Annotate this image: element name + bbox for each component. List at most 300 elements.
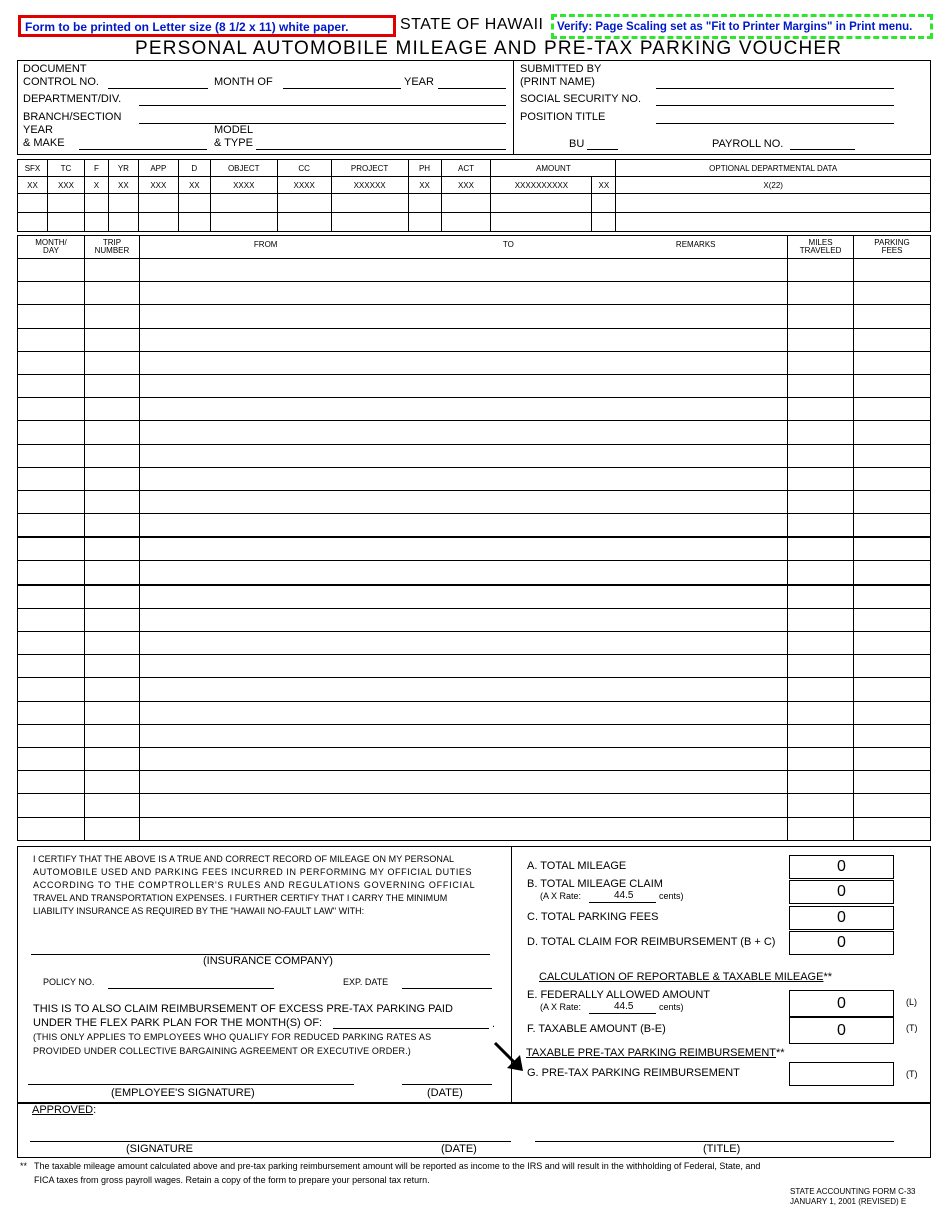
month-day-cell[interactable] <box>18 537 85 561</box>
parking-fees-cell[interactable] <box>854 305 931 328</box>
taxable-amount-code: (T) <box>906 1023 918 1033</box>
month-day-cell[interactable] <box>18 724 85 747</box>
coding-cell[interactable] <box>491 194 592 213</box>
rate-value-b: 44.5 <box>614 890 634 901</box>
rate-value-e: 44.5 <box>614 1001 634 1012</box>
policy-no-field[interactable] <box>108 988 274 989</box>
parking-fees-cell[interactable] <box>854 608 931 631</box>
trip-number-cell[interactable] <box>84 678 139 701</box>
trip-number-cell[interactable] <box>84 514 139 538</box>
travel-log-row[interactable] <box>18 398 931 421</box>
travel-log-row[interactable] <box>18 701 931 724</box>
parking-fees-cell[interactable] <box>854 585 931 609</box>
coding-cell[interactable] <box>331 194 408 213</box>
travel-log-row[interactable] <box>18 655 931 678</box>
total-mileage-claim-value[interactable]: 0 <box>789 880 894 904</box>
coding-cell[interactable] <box>108 194 138 213</box>
trip-number-cell[interactable] <box>84 817 139 840</box>
from-to-remarks-cell[interactable] <box>139 817 787 840</box>
model-label: MODEL <box>214 124 254 136</box>
travel-log-row[interactable] <box>18 794 931 817</box>
travel-log-row[interactable] <box>18 305 931 328</box>
coding-format-cell: XX <box>108 177 138 194</box>
from-to-remarks-cell[interactable] <box>139 771 787 794</box>
parking-fees-cell[interactable] <box>854 724 931 747</box>
trip-number-cell[interactable] <box>84 724 139 747</box>
footnote-line-2: FICA taxes from gross payroll wages. Retain a copy of the form to prepare your personal tax return. <box>34 1175 430 1185</box>
month-day-cell[interactable] <box>18 490 85 513</box>
miles-cell[interactable] <box>788 561 854 585</box>
month-of-label: MONTH OF <box>214 76 273 88</box>
exp-date-field[interactable] <box>402 988 492 989</box>
vehicle-make-label: & MAKE <box>23 137 65 149</box>
miles-cell[interactable] <box>788 421 854 444</box>
coding-header-cell: SFX <box>18 160 48 177</box>
travel-log-row[interactable] <box>18 467 931 490</box>
position-title-field[interactable] <box>656 123 894 124</box>
from-to-remarks-cell[interactable] <box>139 467 787 490</box>
bottom-section-top <box>17 846 931 847</box>
parking-fees-cell[interactable] <box>854 351 931 374</box>
coding-entry-row[interactable] <box>18 194 931 213</box>
parking-fees-cell[interactable] <box>854 444 931 467</box>
parking-fees-cell[interactable] <box>854 467 931 490</box>
miles-cell[interactable] <box>788 794 854 817</box>
department-field[interactable] <box>139 105 506 106</box>
coding-format-cell: XXX <box>138 177 178 194</box>
travel-log-row[interactable] <box>18 514 931 538</box>
month-day-cell[interactable] <box>18 585 85 609</box>
rate-prefix-e: (A X Rate: <box>540 1002 582 1012</box>
model-type-field[interactable] <box>256 149 506 150</box>
coding-cell[interactable] <box>108 213 138 232</box>
travel-log-row[interactable] <box>18 585 931 609</box>
coding-cell[interactable] <box>47 194 84 213</box>
ssn-field[interactable] <box>656 105 894 106</box>
month-day-cell[interactable] <box>18 561 85 585</box>
trip-number-cell[interactable] <box>84 282 139 305</box>
month-day-cell[interactable] <box>18 632 85 655</box>
miles-cell[interactable] <box>788 655 854 678</box>
rate-suffix-e: cents) <box>659 1002 684 1012</box>
trip-number-cell[interactable] <box>84 655 139 678</box>
miles-cell[interactable] <box>788 747 854 770</box>
parking-fees-cell[interactable] <box>854 794 931 817</box>
approved-label: APPROVED: <box>32 1104 97 1116</box>
rate-suffix-b: cents) <box>659 891 684 901</box>
miles-cell[interactable] <box>788 608 854 631</box>
bottom-section-right <box>930 846 931 1158</box>
from-to-remarks-cell[interactable] <box>139 444 787 467</box>
approval-title-field[interactable] <box>535 1141 894 1142</box>
miles-cell[interactable] <box>788 537 854 561</box>
parking-fees-cell[interactable] <box>854 678 931 701</box>
parking-fees-cell[interactable] <box>854 771 931 794</box>
year-label: YEAR <box>404 76 434 88</box>
trip-number-cell[interactable] <box>84 490 139 513</box>
total-parking-fees-label: C. TOTAL PARKING FEES <box>527 911 659 923</box>
from-to-remarks-cell[interactable] <box>139 678 787 701</box>
miles-cell[interactable] <box>788 632 854 655</box>
bu-field[interactable] <box>587 149 618 150</box>
miles-cell[interactable] <box>788 259 854 282</box>
footnote-stars: ** <box>20 1161 28 1171</box>
from-to-remarks-cell[interactable] <box>139 794 787 817</box>
month-day-cell[interactable] <box>18 444 85 467</box>
coding-header-cell: OBJECT <box>210 160 277 177</box>
from-to-remarks-cell[interactable] <box>139 514 787 538</box>
approval-title-label: (TITLE) <box>703 1143 741 1155</box>
parking-fees-cell[interactable] <box>854 747 931 770</box>
flex-period: . <box>492 1018 496 1030</box>
from-to-remarks-cell[interactable] <box>139 328 787 351</box>
control-no-field[interactable] <box>108 88 208 89</box>
control-no-label: CONTROL NO. <box>23 76 99 88</box>
form-title: PERSONAL AUTOMOBILE MILEAGE AND PRE-TAX PARKING VOUCHER <box>135 38 843 59</box>
miles-cell[interactable] <box>788 351 854 374</box>
coding-cell[interactable] <box>277 194 331 213</box>
trip-number-header: TRIP NUMBER <box>84 236 139 259</box>
bu-label: BU <box>569 138 585 150</box>
coding-cell[interactable] <box>277 213 331 232</box>
coding-cell[interactable] <box>178 213 210 232</box>
coding-format-cell: X(22) <box>616 177 931 194</box>
coding-cell[interactable] <box>138 194 178 213</box>
state-heading: STATE OF HAWAII <box>400 16 544 33</box>
coding-cell[interactable] <box>84 194 108 213</box>
employee-date-label: (DATE) <box>427 1087 463 1099</box>
miles-cell[interactable] <box>788 305 854 328</box>
miles-cell[interactable] <box>788 328 854 351</box>
coding-cell[interactable] <box>47 213 84 232</box>
total-mileage-value[interactable]: 0 <box>789 855 894 879</box>
month-day-cell[interactable] <box>18 421 85 444</box>
coding-header-cell: F <box>84 160 108 177</box>
month-day-cell[interactable] <box>18 305 85 328</box>
policy-no-label: POLICY NO. <box>43 977 95 987</box>
coding-cell[interactable] <box>210 213 277 232</box>
month-day-cell[interactable] <box>18 398 85 421</box>
miles-cell[interactable] <box>788 585 854 609</box>
from-to-remarks-cell[interactable] <box>139 747 787 770</box>
total-mileage-claim-label: B. TOTAL MILEAGE CLAIM <box>527 878 663 890</box>
from-to-remarks-cell[interactable] <box>139 305 787 328</box>
trip-number-cell[interactable] <box>84 747 139 770</box>
travel-log-row[interactable] <box>18 561 931 585</box>
travel-log-row[interactable] <box>18 444 931 467</box>
footnote-line-1: The taxable mileage amount calculated above and pre-tax parking reimbursement amount will be reported as income to the IRS and will result in the withholding of Federal, State, and <box>34 1161 761 1171</box>
coding-header-cell: PH <box>408 160 441 177</box>
coding-header-cell: CC <box>277 160 331 177</box>
pre-tax-parking-value[interactable] <box>789 1062 894 1086</box>
year-field[interactable] <box>438 88 506 89</box>
coding-format-cell: XX <box>408 177 441 194</box>
trip-number-cell[interactable] <box>84 701 139 724</box>
type-label: & TYPE <box>214 137 253 149</box>
insurance-company-label: (INSURANCE COMPANY) <box>203 955 333 967</box>
month-day-cell[interactable] <box>18 374 85 397</box>
coding-format-cell: XX <box>18 177 48 194</box>
coding-cell[interactable] <box>18 194 48 213</box>
month-day-cell[interactable] <box>18 608 85 631</box>
certification-line-3: ACCORDING TO THE COMPTROLLER'S RULES AND REGULATIONS GOVERNING OFFICIAL <box>33 880 476 890</box>
vehicle-year-label: YEAR <box>23 124 53 136</box>
from-to-remarks-cell[interactable] <box>139 585 787 609</box>
month-day-cell[interactable] <box>18 747 85 770</box>
trip-number-cell[interactable] <box>84 398 139 421</box>
coding-entry-row[interactable] <box>18 213 931 232</box>
total-claim-label: D. TOTAL CLAIM FOR REIMBURSEMENT (B + C) <box>527 936 776 948</box>
travel-log-row[interactable] <box>18 747 931 770</box>
travel-log-row[interactable] <box>18 421 931 444</box>
parking-fees-cell[interactable] <box>854 490 931 513</box>
coding-format-cell: XXXXXX <box>331 177 408 194</box>
info-divider <box>513 60 514 155</box>
trip-number-cell[interactable] <box>84 608 139 631</box>
month-day-cell[interactable] <box>18 771 85 794</box>
miles-cell[interactable] <box>788 678 854 701</box>
certification-line-1: I CERTIFY THAT THE ABOVE IS A TRUE AND CORRECT RECORD OF MILEAGE ON MY PERSONAL <box>33 854 455 864</box>
parking-fees-cell[interactable] <box>854 817 931 840</box>
travel-log-row[interactable] <box>18 632 931 655</box>
flex-months-field[interactable] <box>333 1028 489 1029</box>
parking-fees-cell[interactable] <box>854 701 931 724</box>
month-day-cell[interactable] <box>18 678 85 701</box>
coding-header-cell: D <box>178 160 210 177</box>
total-mileage-label: A. TOTAL MILEAGE <box>527 860 627 872</box>
coding-cell[interactable] <box>18 213 48 232</box>
employee-signature-field[interactable] <box>28 1084 354 1085</box>
coding-cell[interactable] <box>138 213 178 232</box>
federally-allowed-label: E. FEDERALLY ALLOWED AMOUNT <box>527 989 710 1001</box>
taxable-amount-value[interactable]: 0 <box>789 1017 894 1044</box>
from-to-remarks-cell[interactable] <box>139 655 787 678</box>
coding-cell[interactable] <box>441 194 491 213</box>
total-claim-value[interactable]: 0 <box>789 931 894 955</box>
trip-number-cell[interactable] <box>84 444 139 467</box>
rate-underline-e <box>589 1013 656 1014</box>
parking-fees-cell[interactable] <box>854 328 931 351</box>
trip-number-cell[interactable] <box>84 421 139 444</box>
bottom-section-left <box>17 846 18 1158</box>
pre-tax-parking-code: (T) <box>906 1069 918 1079</box>
parking-fees-cell[interactable] <box>854 537 931 561</box>
branch-field[interactable] <box>139 123 506 124</box>
exp-date-label: EXP. DATE <box>343 977 389 987</box>
approval-top-line <box>17 1102 931 1104</box>
arrow-icon <box>493 1041 527 1075</box>
from-to-remarks-cell[interactable] <box>139 374 787 397</box>
trip-number-cell[interactable] <box>84 585 139 609</box>
payroll-no-field[interactable] <box>790 149 855 150</box>
print-name-field[interactable] <box>656 88 894 89</box>
trip-number-cell[interactable] <box>84 374 139 397</box>
coding-cell[interactable] <box>616 213 931 232</box>
month-day-cell[interactable] <box>18 794 85 817</box>
coding-header-cell: PROJECT <box>331 160 408 177</box>
federally-allowed-code: (L) <box>906 997 917 1007</box>
month-day-cell[interactable] <box>18 328 85 351</box>
federally-allowed-value[interactable]: 0 <box>789 990 894 1017</box>
to-header: TO <box>502 240 514 249</box>
approval-signature-field[interactable] <box>30 1141 511 1142</box>
coding-cell[interactable] <box>491 213 592 232</box>
travel-log-table <box>17 235 931 841</box>
from-to-remarks-cell[interactable] <box>139 490 787 513</box>
from-to-remarks-cell[interactable] <box>139 561 787 585</box>
coding-cell[interactable] <box>408 194 441 213</box>
parking-fees-cell[interactable] <box>854 398 931 421</box>
employee-date-field[interactable] <box>402 1084 492 1085</box>
from-to-remarks-cell[interactable] <box>139 421 787 444</box>
from-to-remarks-cell[interactable] <box>139 351 787 374</box>
travel-log-row[interactable] <box>18 771 931 794</box>
miles-cell[interactable] <box>788 701 854 724</box>
parking-fees-cell[interactable] <box>854 421 931 444</box>
rate-prefix-b: (A X Rate: <box>540 891 582 901</box>
coding-header-cell: AMOUNT <box>491 160 616 177</box>
month-day-cell[interactable] <box>18 467 85 490</box>
coding-cell[interactable] <box>592 213 616 232</box>
travel-log-row[interactable] <box>18 608 931 631</box>
travel-log-row[interactable] <box>18 328 931 351</box>
from-to-remarks-cell[interactable] <box>139 608 787 631</box>
page-scaling-notice: Verify: Page Scaling set as "Fit to Printer Margins" in Print menu. <box>551 14 933 39</box>
miles-cell[interactable] <box>788 282 854 305</box>
month-of-field[interactable] <box>283 88 401 89</box>
miles-cell[interactable] <box>788 724 854 747</box>
travel-log-row[interactable] <box>18 817 931 840</box>
coding-cell[interactable] <box>408 213 441 232</box>
trip-number-cell[interactable] <box>84 771 139 794</box>
travel-log-row[interactable] <box>18 282 931 305</box>
travel-log-row[interactable] <box>18 259 931 282</box>
from-to-remarks-cell[interactable] <box>139 259 787 282</box>
coding-header-row <box>18 160 931 177</box>
coding-cell[interactable] <box>210 194 277 213</box>
parking-fees-cell[interactable] <box>854 259 931 282</box>
parking-fees-cell[interactable] <box>854 282 931 305</box>
form-revision-date: JANUARY 1, 2001 (REVISED) E <box>790 1197 907 1206</box>
certification-line-5: LIABILITY INSURANCE AS REQUIRED BY THE "HAWAII NO-FAULT LAW" WITH: <box>33 906 365 916</box>
parking-fees-cell[interactable] <box>854 632 931 655</box>
remarks-header: REMARKS <box>675 240 716 249</box>
coding-format-row <box>18 177 931 194</box>
trip-number-cell[interactable] <box>84 794 139 817</box>
travel-log-row[interactable] <box>18 374 931 397</box>
trip-number-cell[interactable] <box>84 561 139 585</box>
trip-number-cell[interactable] <box>84 328 139 351</box>
branch-label: BRANCH/SECTION <box>23 111 122 123</box>
certification-line-2: AUTOMOBILE USED AND PARKING FEES INCURRED IN PERFORMING MY OFFICIAL DUTIES <box>33 867 473 877</box>
month-day-cell[interactable] <box>18 351 85 374</box>
coding-cell[interactable] <box>441 213 491 232</box>
month-day-cell[interactable] <box>18 817 85 840</box>
trip-number-cell[interactable] <box>84 537 139 561</box>
travel-log-row[interactable] <box>18 490 931 513</box>
miles-cell[interactable] <box>788 817 854 840</box>
certification-line-4: TRAVEL AND TRANSPORTATION EXPENSES. I FURTHER CERTIFY THAT I CARRY THE MINIMUM <box>33 893 448 903</box>
approval-signature-label: (SIGNATURE <box>126 1143 194 1155</box>
month-day-cell[interactable] <box>18 655 85 678</box>
trip-number-cell[interactable] <box>84 305 139 328</box>
total-parking-fees-value[interactable]: 0 <box>789 906 894 930</box>
parking-fees-cell[interactable] <box>854 374 931 397</box>
parking-fees-cell[interactable] <box>854 514 931 538</box>
print-name-label: (PRINT NAME) <box>520 76 595 88</box>
coding-header-cell: TC <box>47 160 84 177</box>
travel-log-row[interactable] <box>18 678 931 701</box>
miles-cell[interactable] <box>788 374 854 397</box>
miles-cell[interactable] <box>788 398 854 421</box>
coding-header-cell: APP <box>138 160 178 177</box>
from-to-remarks-cell[interactable] <box>139 282 787 305</box>
from-to-remarks-cell[interactable] <box>139 398 787 421</box>
miles-cell[interactable] <box>788 444 854 467</box>
travel-log-row[interactable] <box>18 537 931 561</box>
month-day-cell[interactable] <box>18 701 85 724</box>
approval-date-label: (DATE) <box>441 1143 477 1155</box>
coding-cell[interactable] <box>616 194 931 213</box>
trip-number-cell[interactable] <box>84 351 139 374</box>
coding-format-cell: X <box>84 177 108 194</box>
month-day-cell[interactable] <box>18 514 85 538</box>
coding-header-cell: ACT <box>441 160 491 177</box>
coding-format-cell: XXXX <box>210 177 277 194</box>
calculation-heading: CALCULATION OF REPORTABLE & TAXABLE MILEAGE** <box>539 971 833 983</box>
ssn-label: SOCIAL SECURITY NO. <box>520 93 642 105</box>
miles-cell[interactable] <box>788 467 854 490</box>
flex-park-line-2: UNDER THE FLEX PARK PLAN FOR THE MONTH(S) OF: <box>33 1017 323 1029</box>
from-to-remarks-cell[interactable] <box>139 701 787 724</box>
month-day-cell[interactable] <box>18 282 85 305</box>
flex-park-line-1: THIS IS TO ALSO CLAIM REIMBURSEMENT OF EXCESS PRE-TAX PARKING PAID <box>33 1003 453 1015</box>
vehicle-year-make-field[interactable] <box>79 149 207 150</box>
coding-cell[interactable] <box>178 194 210 213</box>
trip-number-cell[interactable] <box>84 632 139 655</box>
coding-header-cell: YR <box>108 160 138 177</box>
parking-fees-cell[interactable] <box>854 655 931 678</box>
coding-format-cell: XX <box>178 177 210 194</box>
coding-header-cell: OPTIONAL DEPARTMENTAL DATA <box>616 160 931 177</box>
month-day-header: MONTH/ DAY <box>18 236 85 259</box>
taxable-amount-label: F. TAXABLE AMOUNT (B-E) <box>527 1023 666 1035</box>
from-to-remarks-header <box>139 236 787 259</box>
travel-log-row[interactable] <box>18 724 931 747</box>
submitted-by-label: SUBMITTED BY <box>520 63 602 75</box>
coding-format-cell: XXX <box>47 177 84 194</box>
coding-cell[interactable] <box>592 194 616 213</box>
coding-cell[interactable] <box>331 213 408 232</box>
parking-fees-cell[interactable] <box>854 561 931 585</box>
from-to-remarks-cell[interactable] <box>139 632 787 655</box>
coding-cell[interactable] <box>84 213 108 232</box>
payroll-no-label: PAYROLL NO. <box>712 138 784 150</box>
from-to-remarks-cell[interactable] <box>139 537 787 561</box>
travel-log-row[interactable] <box>18 351 931 374</box>
from-to-remarks-cell[interactable] <box>139 724 787 747</box>
month-day-cell[interactable] <box>18 259 85 282</box>
miles-cell[interactable] <box>788 514 854 538</box>
miles-traveled-header: MILES TRAVELED <box>788 236 854 259</box>
trip-number-cell[interactable] <box>84 259 139 282</box>
document-label: DOCUMENT <box>23 63 87 75</box>
miles-cell[interactable] <box>788 771 854 794</box>
trip-number-cell[interactable] <box>84 467 139 490</box>
miles-cell[interactable] <box>788 490 854 513</box>
coding-format-cell: XXXXXXXXXX <box>491 177 592 194</box>
parking-heading: TAXABLE PRE-TAX PARKING REIMBURSEMENT** <box>526 1047 785 1059</box>
